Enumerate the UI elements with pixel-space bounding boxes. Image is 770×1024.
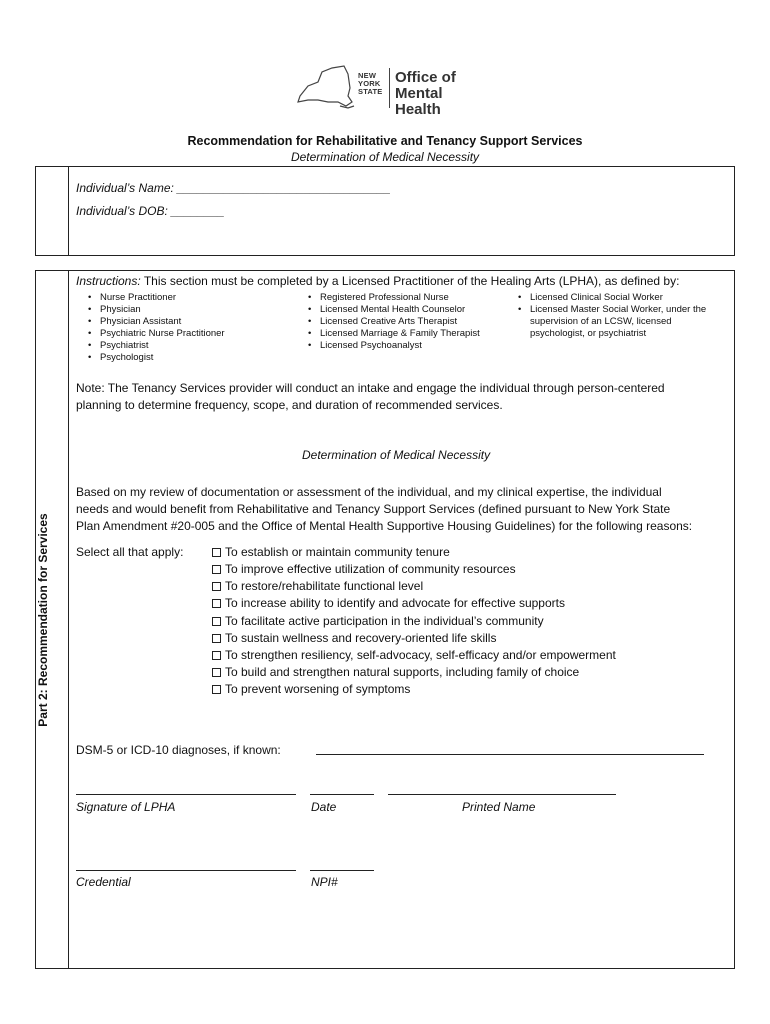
checkbox-icon[interactable] [212,565,221,574]
credential-label: Credential [76,875,131,889]
checkbox-icon[interactable] [212,582,221,591]
date-input-line[interactable] [310,794,374,795]
dsm-label: DSM-5 or ICD-10 diagnoses, if known: [76,743,281,757]
lpha-list-item: • Physician [100,304,141,315]
reason-checkbox-item[interactable]: To prevent worsening of symptoms [212,682,410,696]
form-title: Recommendation for Rehabilitative and Tenancy Support Services [187,134,583,148]
signature-input-line[interactable] [76,794,296,795]
lpha-list-item: • Psychiatric Nurse Practitioner [100,328,225,339]
lpha-list-item: • Psychologist [100,352,153,363]
box-column-divider [68,271,69,968]
checkbox-icon[interactable] [212,668,221,677]
basis-paragraph: Based on my review of documentation or assessment of the individual, and my clinical expertise, the individual needs and would benefit from Rehabilitative and Tenancy Support Services (defined pursuant to New York State Plan Amendment #20-005 and the Office of Mental Health Supportive Housing Guidelines) for the following reasons: [76,485,693,533]
lpha-list-item-continued: psychologist, or psychiatrist [530,328,647,339]
reason-checkbox-item[interactable]: To build and strengthen natural supports, including family of choice [212,665,579,679]
individual-name-field[interactable]: Individual’s Name: ________________________________ [76,181,391,195]
lpha-list-item: • Licensed Clinical Social Worker [530,292,663,303]
npi-input-line[interactable] [310,870,374,871]
logo-divider [389,68,390,108]
npi-label: NPI# [311,875,338,889]
new-york-state-map-icon [288,62,358,114]
checkbox-icon[interactable] [212,599,221,608]
select-all-label: Select all that apply: [76,545,184,559]
box-column-divider [68,167,69,255]
lpha-list-item: • Licensed Marriage & Family Therapist [320,328,480,339]
lpha-list-item: • Psychiatrist [100,340,149,351]
reason-checkbox-item[interactable]: To facilitate active participation in the individual’s community [212,614,544,628]
logo-office-text: Office of Mental Health [395,69,456,118]
checkbox-icon[interactable] [212,651,221,660]
checkbox-icon[interactable] [212,617,221,626]
checkbox-icon[interactable] [212,548,221,557]
individual-dob-field[interactable]: Individual’s DOB: ________ [76,204,225,218]
form-subtitle: Determination of Medical Necessity [290,150,480,164]
instructions-text: Instructions: This section must be completed by a Licensed Practitioner of the Healing Arts (LPHA), as defined by: [76,274,680,288]
lpha-list-item: • Licensed Psychoanalyst [320,340,422,351]
reason-checkbox-item[interactable]: To sustain wellness and recovery-oriented life skills [212,631,496,645]
dsm-input-line[interactable] [316,754,704,755]
credential-input-line[interactable] [76,870,296,871]
lpha-list-item-continued: supervision of an LCSW, licensed [530,316,672,327]
lpha-list-item: • Nurse Practitioner [100,292,176,303]
lpha-list-item: • Licensed Creative Arts Therapist [320,316,457,327]
checkbox-icon[interactable] [212,634,221,643]
date-label: Date [311,800,337,814]
lpha-list-item: • Physician Assistant [100,316,181,327]
reason-checkbox-item[interactable]: To strengthen resiliency, self-advocacy, self-efficacy and/or empowerment [212,648,616,662]
reason-checkbox-item[interactable]: To establish or maintain community tenure [212,545,450,559]
printed-name-input-line[interactable] [388,794,616,795]
reason-checkbox-item[interactable]: To restore/rehabilitate functional level [212,579,423,593]
printed-name-label: Printed Name [462,800,536,814]
medical-necessity-heading: Determination of Medical Necessity [302,448,491,462]
lpha-list-item: • Registered Professional Nurse [320,292,449,303]
checkbox-icon[interactable] [212,685,221,694]
tenancy-note: Note: The Tenancy Services provider will conduct an intake and engage the individual through person-centered planning to determine frequency, scope, and duration of recommended services. [76,381,665,412]
signature-label: Signature of LPHA [76,800,176,814]
lpha-list-item: • Licensed Master Social Worker, under the [530,304,706,315]
reason-checkbox-item[interactable]: To increase ability to identify and advocate for effective supports [212,596,565,610]
omh-logo [288,62,473,118]
lpha-list-item: • Licensed Mental Health Counselor [320,304,465,315]
reason-checkbox-item[interactable]: To improve effective utilization of community resources [212,562,516,576]
logo-state-text: NEW YORK STATE [358,71,383,96]
